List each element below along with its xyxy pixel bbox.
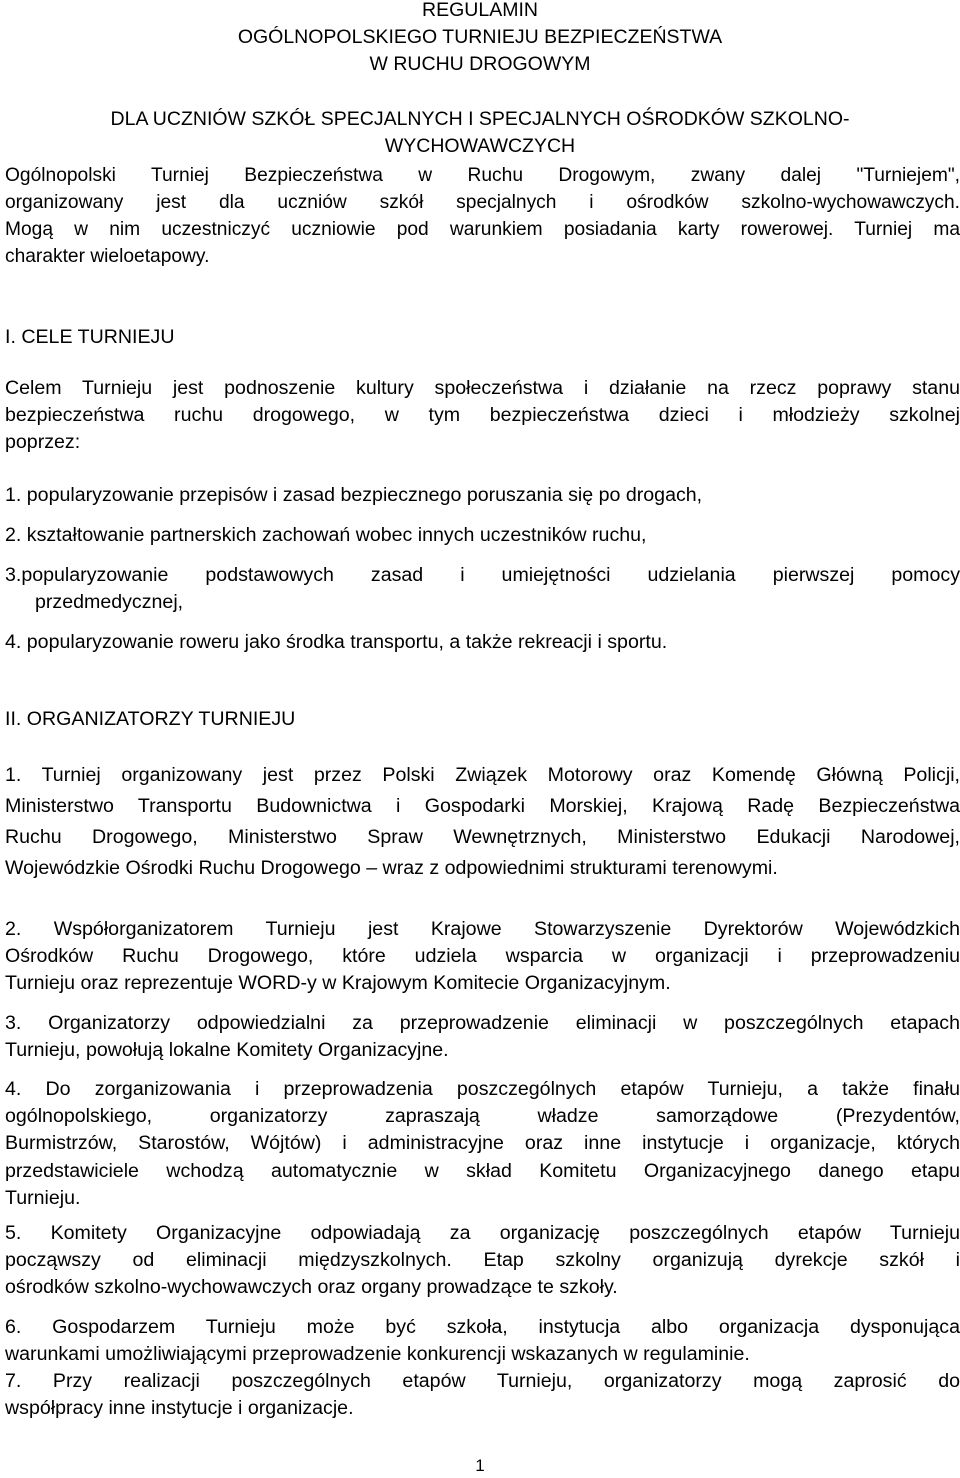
section-1-item-3-line-2: przedmedycznej, xyxy=(35,591,184,614)
intro-line: Ogólnopolski Turniej Bezpieczeństwa w Ruchu Drogowym, zwany dalej "Turniejem", xyxy=(5,165,960,186)
section-2-paragraph-2 xyxy=(5,916,960,998)
section-1-lead-line: bezpieczeństwa ruchu drogowego, w tym bezpieczeństwa dzieci i młodzieży szkolnej xyxy=(5,404,960,427)
page-number: 1 xyxy=(475,1456,485,1475)
paragraph-line: Ministerstwo Transportu Budownictwa i Gospodarki Morskiej, Krajową Radę Bezpieczeństwa xyxy=(5,795,960,817)
paragraph-line: 5. Komitety Organizacyjne odpowiadają za organizację poszczególnych etapów Turnieju xyxy=(5,1222,960,1244)
paragraph-line: Turnieju oraz reprezentuje WORD-y w Krajowym Komitecie Organizacyjnym. xyxy=(5,972,671,995)
section-1-item-3-line-1: 3.popularyzowanie podstawowych zasad i umiejętności udzielania pierwszej pomocy xyxy=(5,564,960,586)
paragraph-line: Burmistrzów, Starostów, Wójtów) i administracyjne oraz inne instytucje i organizacje, których xyxy=(5,1132,960,1155)
section-1-item-2: 2. kształtowanie partnerskich zachowań wobec innych uczestników ruchu, xyxy=(5,524,647,546)
paragraph-line: ogólnopolskiego, organizatorzy zapraszają władze samorządowe (Prezydentów, xyxy=(5,1105,960,1128)
paragraph-line: Wojewódzkie Ośrodki Ruchu Drogowego – wraz z odpowiednimi strukturami terenowymi. xyxy=(5,857,778,879)
section-1-heading: I. CELE TURNIEJU xyxy=(5,326,175,348)
paragraph-line: przedstawiciele wchodzą automatycznie w skład Komitetu Organizacyjnego danego etapu xyxy=(5,1159,960,1182)
section-2-paragraph-6 xyxy=(5,1314,960,1368)
paragraph-line: Turnieju. xyxy=(5,1186,81,1209)
section-1-item-3 xyxy=(5,562,960,616)
intro-line: charakter wieloetapowy. xyxy=(5,246,210,267)
title-line-2: OGÓLNOPOLSKIEGO TURNIEJU BEZPIECZEŃSTWA xyxy=(237,26,723,48)
section-2-heading: II. ORGANIZATORZY TURNIEJU xyxy=(5,708,296,730)
paragraph-line: warunkami umożliwiającymi przeprowadzenie konkurencji wskazanych w regulaminie. xyxy=(5,1343,750,1366)
section-2-paragraph-1 xyxy=(5,760,960,884)
paragraph-line: 7. Przy realizacji poszczególnych etapów Turnieju, organizatorzy mogą zaprosić do xyxy=(5,1370,960,1392)
paragraph-line: 1. Turniej organizowany jest przez Polski Związek Motorowy oraz Komendę Główną Policji, xyxy=(5,764,960,786)
paragraph-line: 4. Do zorganizowania i przeprowadzenia poszczególnych etapów Turnieju, a także finału xyxy=(5,1078,960,1100)
section-2-paragraph-7 xyxy=(5,1368,960,1422)
title-line-3: W RUCHU DROGOWYM xyxy=(369,53,591,75)
intro-paragraph xyxy=(5,162,960,270)
subtitle-line-2: WYCHOWAWCZYCH xyxy=(384,135,576,157)
paragraph-line: począwszy od eliminacji międzyszkolnych. Etap szkolny organizują dyrekcje szkół i xyxy=(5,1249,960,1272)
document-title xyxy=(0,0,960,78)
section-1-lead-line: poprzez: xyxy=(5,431,81,454)
section-1-lead xyxy=(5,375,960,457)
paragraph-line: 6. Gospodarzem Turnieju może być szkoła, instytucja albo organizacja dysponująca xyxy=(5,1316,960,1338)
section-1-item-4: 4. popularyzowanie roweru jako środka transportu, a także rekreacji i sportu. xyxy=(5,631,668,653)
document-subtitle xyxy=(0,106,960,160)
section-1-item-1: 1. popularyzowanie przepisów i zasad bezpiecznego poruszania się po drogach, xyxy=(5,484,703,506)
paragraph-line: 3. Organizatorzy odpowiedzialni za przeprowadzenie eliminacji w poszczególnych etapach xyxy=(5,1012,960,1034)
title-line-1: REGULAMIN xyxy=(422,0,538,21)
subtitle-line-1: DLA UCZNIÓW SZKÓŁ SPECJALNYCH I SPECJALNYCH OŚRODKÓW SZKOLNO- xyxy=(110,108,850,130)
section-2-paragraph-5 xyxy=(5,1220,960,1302)
section-1-lead-line: Celem Turnieju jest podnoszenie kultury społeczeństwa i działanie na rzecz poprawy stanu xyxy=(5,377,960,399)
intro-line: Mogą w nim uczestniczyć uczniowie pod warunkiem posiadania karty rowerowej. Turniej ma xyxy=(5,219,960,240)
paragraph-line: 2. Współorganizatorem Turnieju jest Krajowe Stowarzyszenie Dyrektorów Wojewódzkich xyxy=(5,918,960,940)
paragraph-line: Ośrodków Ruchu Drogowego, które udziela wsparcia w organizacji i przeprowadzeniu xyxy=(5,945,960,968)
paragraph-line: współpracy inne instytucje i organizacje. xyxy=(5,1397,354,1420)
paragraph-line: ośrodków szkolno-wychowawczych oraz organy prowadzące te szkoły. xyxy=(5,1276,618,1299)
paragraph-line: Ruchu Drogowego, Ministerstwo Spraw Wewnętrznych, Ministerstwo Edukacji Narodowej, xyxy=(5,826,960,848)
section-2-paragraph-3 xyxy=(5,1010,960,1064)
intro-line: organizowany jest dla uczniów szkół specjalnych i ośrodków szkolno-wychowawczych. xyxy=(5,192,960,213)
paragraph-line: Turnieju, powołują lokalne Komitety Organizacyjne. xyxy=(5,1039,449,1062)
section-2-paragraph-4 xyxy=(5,1076,960,1212)
